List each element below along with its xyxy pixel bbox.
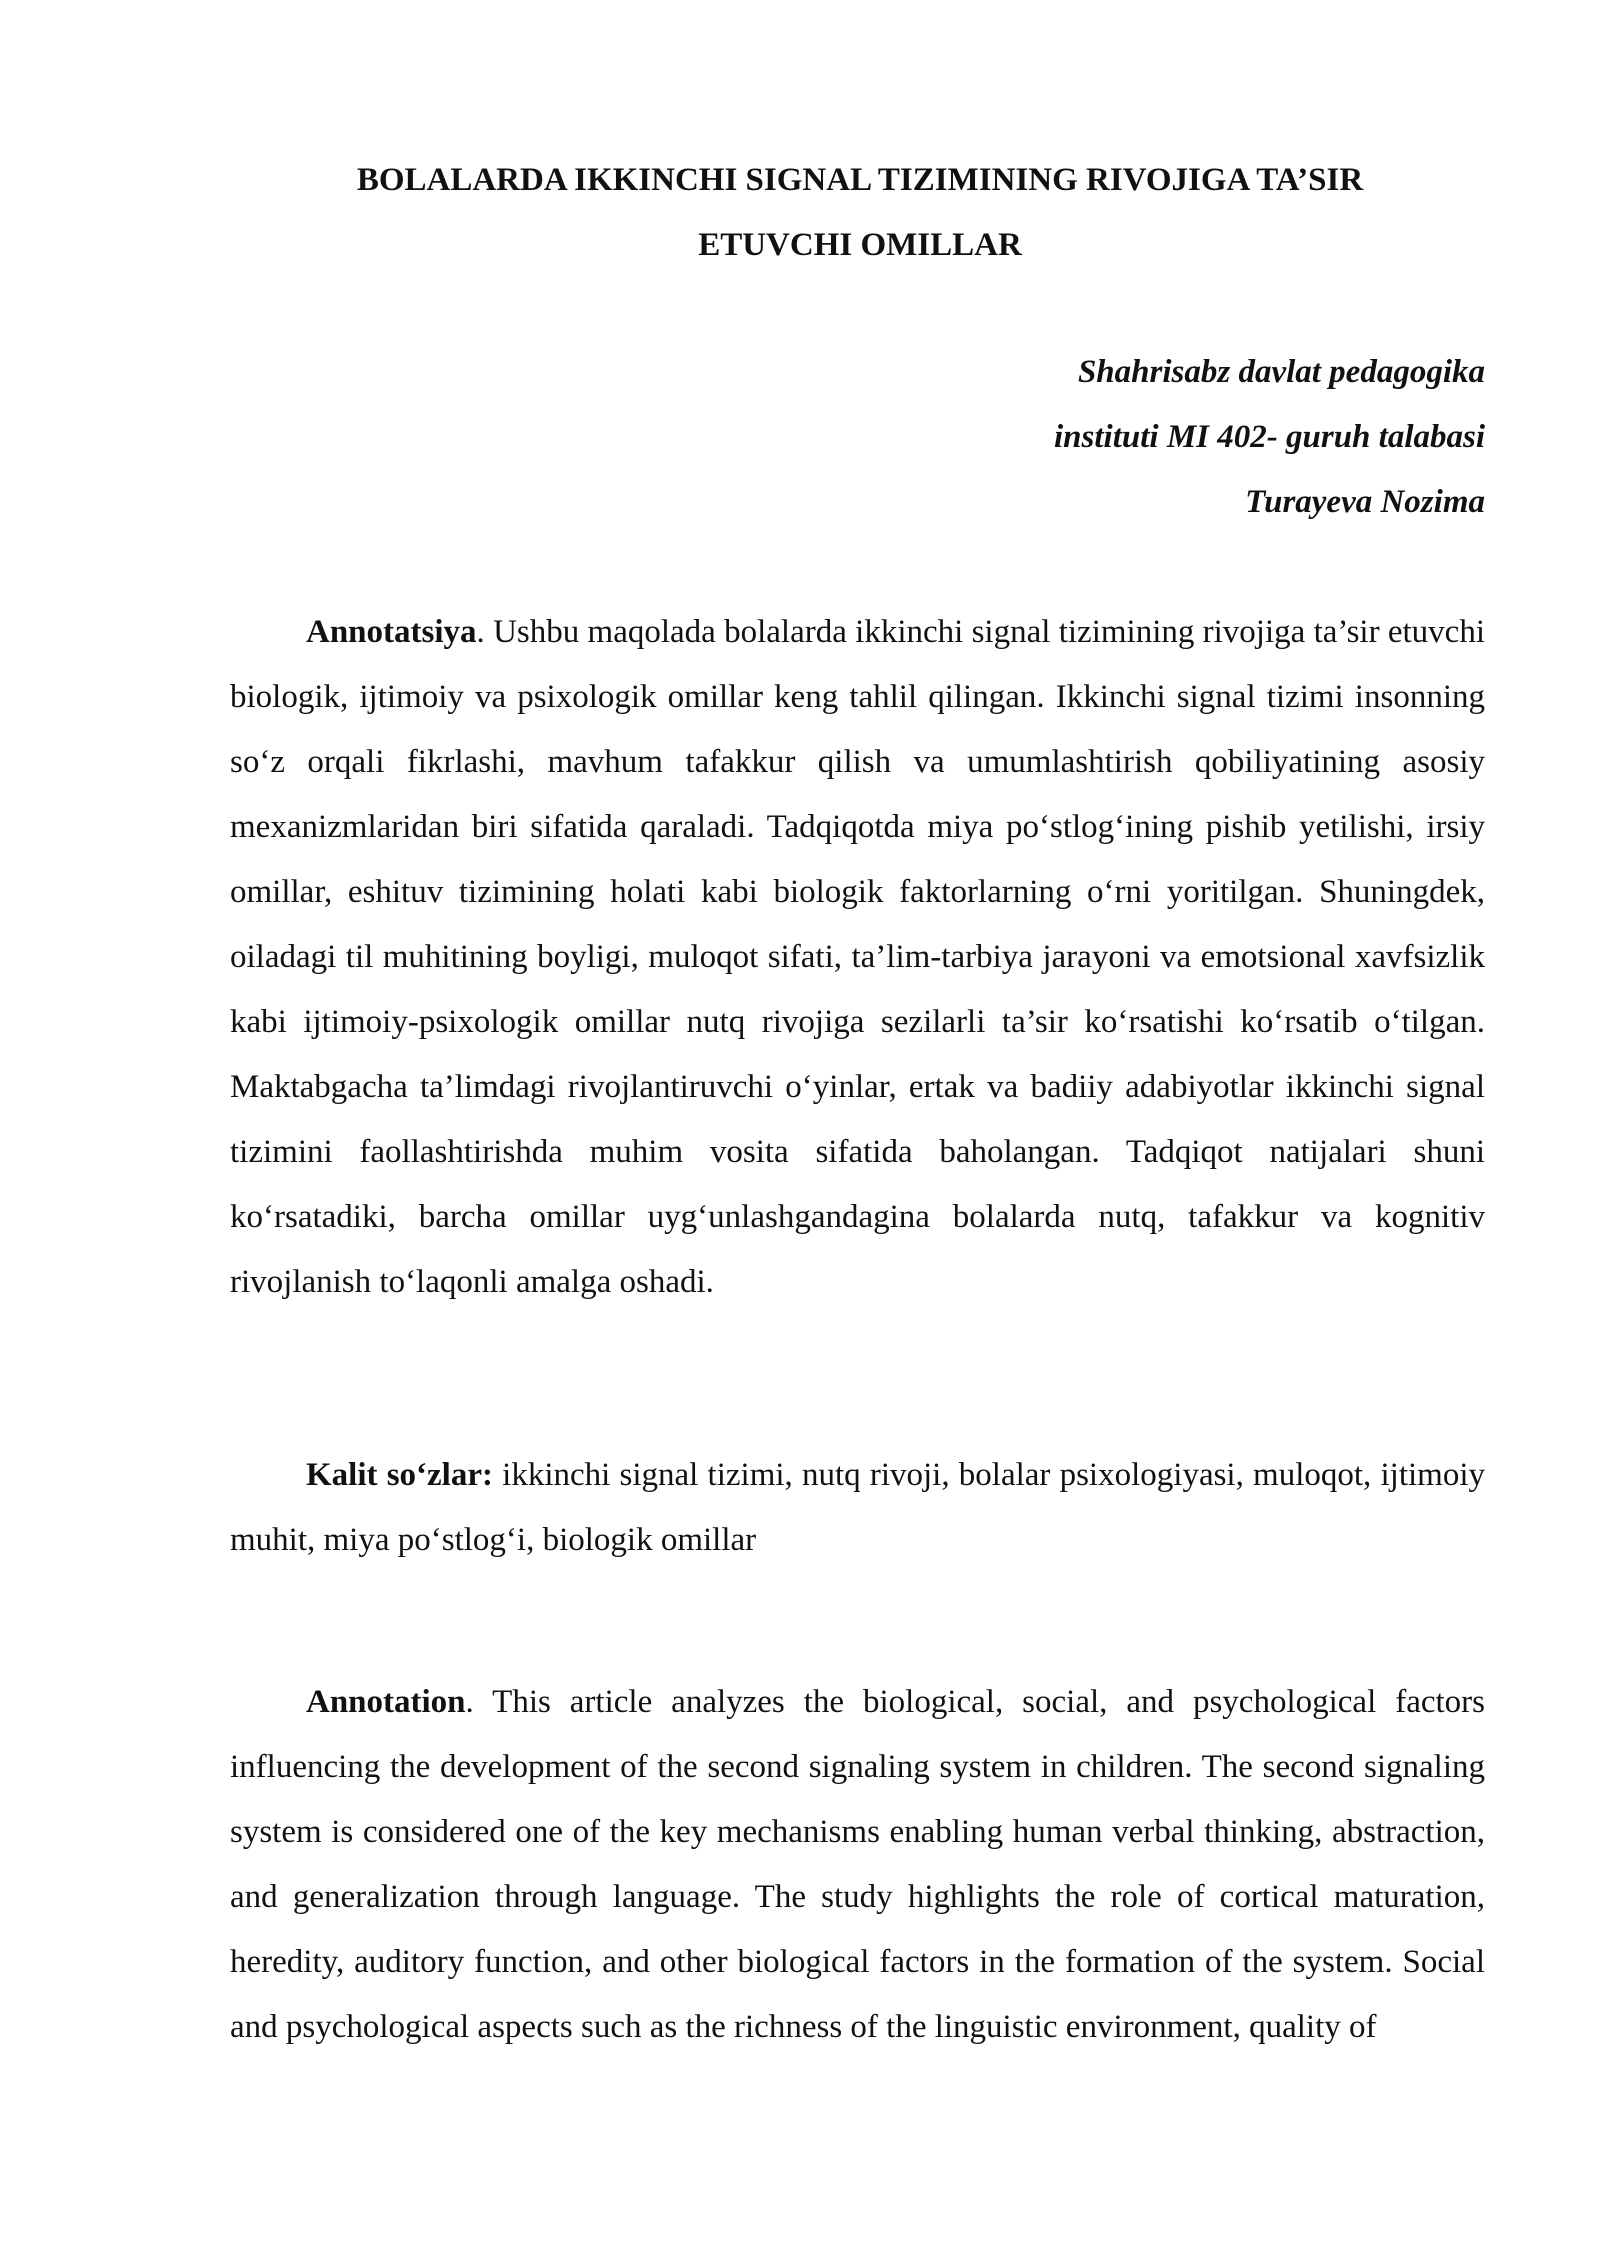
annotation-label: Annotation (306, 1684, 466, 1720)
author-institution-line-1: Shahrisabz davlat pedagogika (1077, 354, 1485, 390)
annotation-paragraph (230, 1670, 1485, 2060)
author-institution-line-2: instituti MI 402- guruh talabasi (1054, 419, 1485, 455)
annotatsiya-label: Annotatsiya (306, 614, 477, 650)
annotatsiya-text: . Ushbu maqolada bolalarda ikkinchi signal tizimining rivojiga ta’sir etuvchi biologik, ijtimoiy va psixologik omillar keng tahlil qilingan. Ikkinchi signal tizimi insonning so‘z orqali fikrlashi, mavhum tafakkur qilish va umumlashtirish qobiliyatining asosiy mexanizmlaridan biri sifatida qaraladi. Tadqiqotda miya po‘stlog‘ining pishib yetilishi, irsiy omillar, eshituv tizimining holati kabi biologik faktorlarning o‘rni yoritilgan. Shuningdek, oiladagi til muhitining boyligi, muloqot sifati, ta’lim-tarbiya jarayoni va emotsional xavfsizlik kabi ijtimoiy-psixologik omillar nutq rivojiga sezilarli ta’sir ko‘rsatishi ko‘rsatib o‘tilgan. Maktabgacha ta’limdagi rivojlantiruvchi o‘yinlar, ertak va badiiy adabiyotlar ikkinchi signal tizimini faollashtirishda muhim vosita sifatida baholangan. Tadqiqot natijalari shuni ko‘rsatadiki, barcha omillar uyg‘unlashgandagina bolalarda nutq, tafakkur va kognitiv rivojlanish to‘laqonli amalga oshadi. (230, 614, 1485, 1300)
article-title-line-2: ETUVCHI OMILLAR (698, 227, 1022, 263)
article-title (230, 148, 1490, 278)
annotatsiya-paragraph (230, 600, 1485, 1315)
annotation-text: . This article analyzes the biological, social, and psychological factors influencing the development of the second signaling system in children. The second signaling system is considered one of the key mechanisms enabling human verbal thinking, abstraction, and generalization through language. The study highlights the role of cortical maturation, heredity, auditory function, and other biological factors in the formation of the system. Social and psychological aspects such as the richness of the linguistic environment, quality of (230, 1684, 1485, 2045)
article-title-line-1: BOLALARDA IKKINCHI SIGNAL TIZIMINING RIVOJIGA TA’SIR (356, 162, 1364, 198)
author-block (1054, 340, 1485, 535)
kalit-sozlar-paragraph (230, 1443, 1485, 1573)
author-name: Turayeva Nozima (1245, 484, 1485, 520)
kalit-sozlar-label: Kalit so‘zlar: (306, 1457, 493, 1493)
kalit-sozlar-text: ikkinchi signal tizimi, nutq rivoji, bolalar psixologiyasi, muloqot, ijtimoiy muhit, miya po‘stlog‘i, biologik omillar (230, 1457, 1486, 1558)
